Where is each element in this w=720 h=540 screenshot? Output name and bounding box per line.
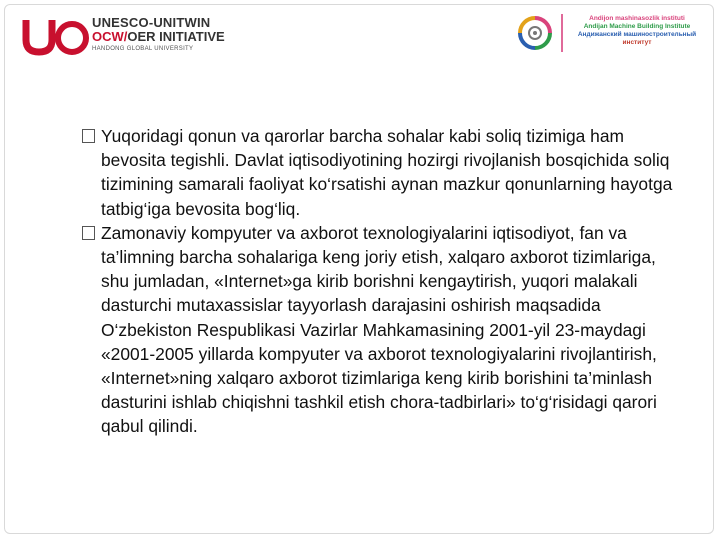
- square-bullet-icon: [82, 129, 95, 143]
- bullet-text: Zamonaviy kompyuter va axborot texnologiyalarini iqtisodiyot, fan va ta’limning barcha sohalariga keng joriy etish, xalqaro axborot tizimlariga, shu jumladan, «Internet»ga kirib borishni kengaytirish, yuqori malakali dasturchi mutaxassislar tayyorlash darajasini oshirish maqsadida O‘zbekiston Respublikasi Vazirlar Mahkamasining 2001-yil 23-maydagi «2001-2005 yillarda kompyuter va axborot texnologiyalarini rivojlantirish, «Internet»ning xalqaro axborot tizimlariga keng kirib borishini ta’minlash dasturini ishlab chiqishni tashkil etish chora-tadbirlari» to‘g‘risidagi qarori qabul qilindi.: [101, 222, 657, 437]
- logo-ocw-text: OCW/: [92, 29, 128, 44]
- logo-initiative-text: OER INITIATIVE: [127, 29, 225, 44]
- uo-logo-mark: [22, 14, 90, 56]
- logo-unesco-text: UNESCO-UNITWIN: [92, 15, 211, 30]
- slide-body: [80, 124, 680, 439]
- institute-name-ru: Андижанский машиностроительный: [577, 31, 697, 38]
- institute-name-ru-cont: институт: [622, 39, 652, 46]
- square-bullet-icon: [82, 226, 95, 240]
- bullet-text: Yuqoridagi qonun va qarorlar barcha sohalar kabi soliq tizimiga ham bevosita tegishli. Davlat iqtisodiyotining hozirgi rivojlanish bosqichida soliq tizimining samarali faoliyat ko‘rsatishi aynan mazkur qonunlarning hayotga tatbig‘iga bevosita bog‘liq.: [101, 126, 673, 219]
- logo-university-text: HANDONG GLOBAL UNIVERSITY: [92, 46, 194, 52]
- institute-name-en: Andijan Machine Building Institute: [583, 23, 691, 30]
- logo-divider: [561, 14, 563, 52]
- bullet-item: [80, 221, 680, 439]
- andijan-institute-logo: [510, 10, 710, 56]
- institute-name-uz: Andijon mashinasozlik instituti: [589, 15, 685, 22]
- bullet-item: [80, 124, 680, 221]
- institute-emblem-icon: [512, 12, 558, 54]
